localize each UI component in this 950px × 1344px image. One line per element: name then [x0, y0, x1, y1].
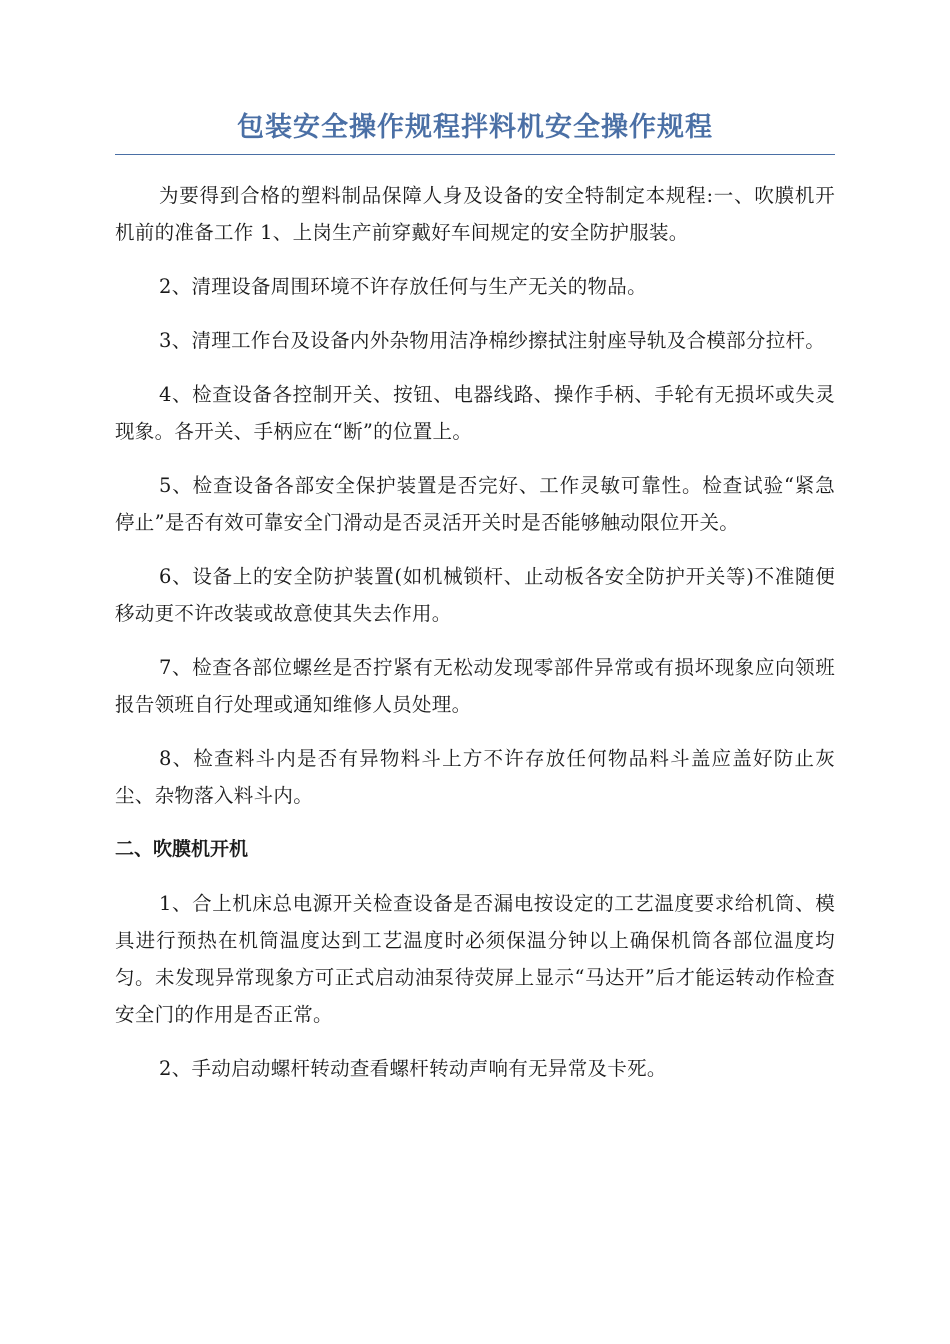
- section2-paragraph-item-2: 2、手动启动螺杆转动查看螺杆转动声响有无异常及卡死。: [159, 1057, 667, 1080]
- document-title: 包装安全操作规程拌料机安全操作规程: [115, 108, 835, 155]
- paragraph-item-7: 7、检查各部位螺丝是否拧紧有无松动发现零部件异常或有损坏现象应向领班报告领班自行处理或通知维修人员处理。: [115, 656, 835, 716]
- paragraph-item-4: 4、检查设备各控制开关、按钮、电器线路、操作手柄、手轮有无损坏或失灵现象。各开关、手柄应在“断”的位置上。: [115, 383, 835, 443]
- paragraph-item-8: 8、检查料斗内是否有异物料斗上方不许存放任何物品料斗盖应盖好防止灰尘、杂物落入料斗内。: [115, 747, 835, 807]
- intro-paragraph: 为要得到合格的塑料制品保障人身及设备的安全特制定本规程:一、吹膜机开机前的准备工作 1、上岗生产前穿戴好车间规定的安全防护服装。: [115, 184, 835, 244]
- paragraph-item-6: 6、设备上的安全防护装置(如机械锁杆、止动板各安全防护开关等)不准随便移动更不许改装或故意使其失去作用。: [115, 565, 835, 625]
- section-heading: 二、吹膜机开机: [115, 838, 249, 860]
- document-page: [115, 108, 835, 1104]
- paragraph-item-3: 3、清理工作台及设备内外杂物用洁净棉纱擦拭注射座导轨及合模部分拉杆。: [159, 329, 826, 352]
- paragraph-item-5: 5、检查设备各部安全保护装置是否完好、工作灵敏可靠性。检查试验“紧急停止”是否有效可靠安全门滑动是否灵活开关时是否能够触动限位开关。: [115, 474, 835, 534]
- paragraph-item-2: 2、清理设备周围环境不许存放任何与生产无关的物品。: [159, 275, 647, 298]
- section2-paragraph-item-1: 1、合上机床总电源开关检查设备是否漏电按设定的工艺温度要求给机筒、模具进行预热在机筒温度达到工艺温度时必须保温分钟以上确保机筒各部位温度均匀。未发现异常现象方可正式启动油泵待荧屏上显示“马达开”后才能运转动作检查安全门的作用是否正常。: [115, 892, 835, 1026]
